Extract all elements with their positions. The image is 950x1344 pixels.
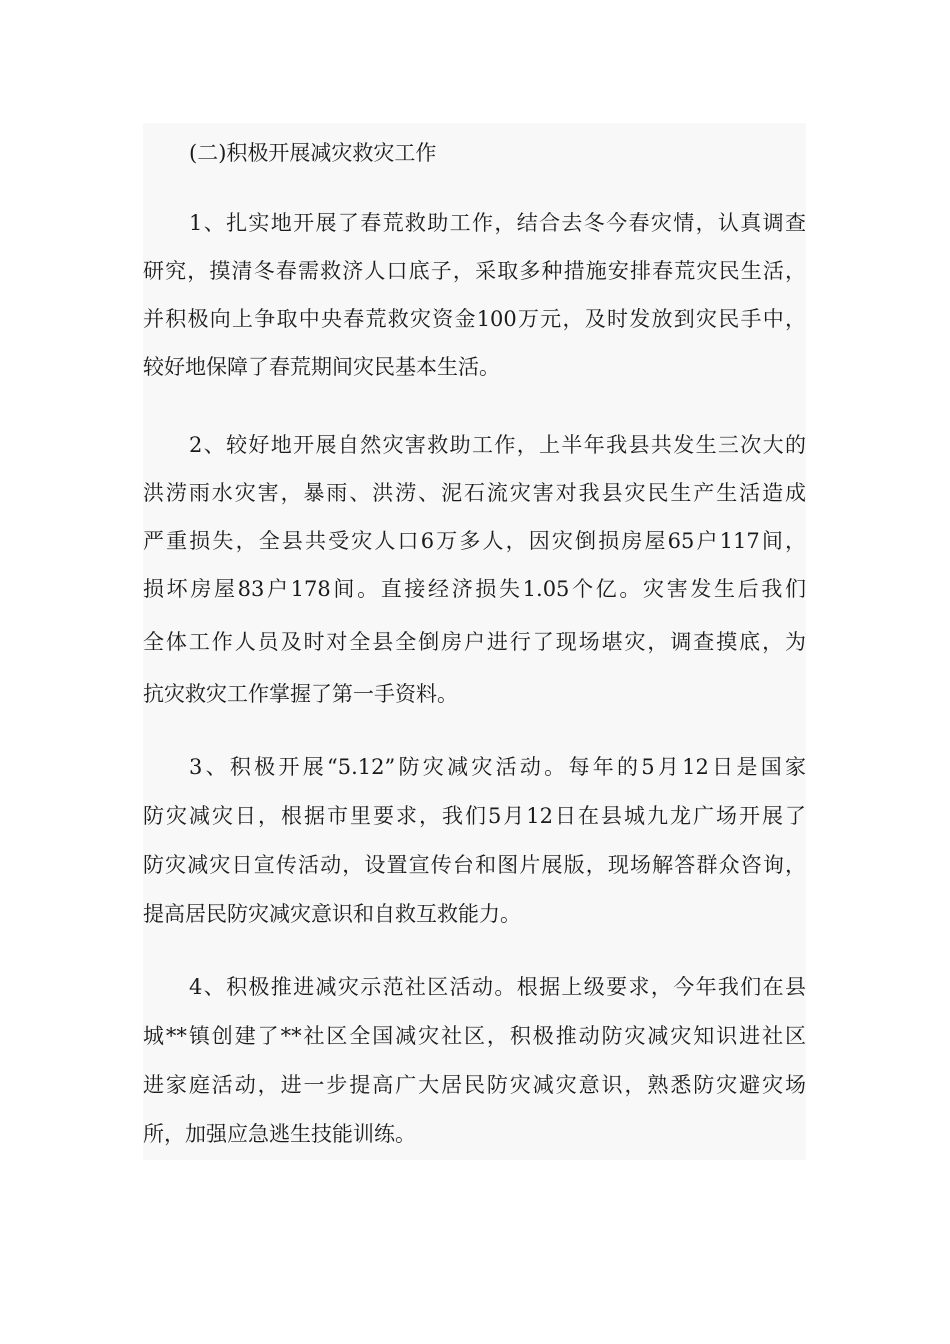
section-heading: (二)积极开展减灾救灾工作 — [189, 141, 437, 165]
paragraph-1-line-4: 较好地保障了春荒期间灾民基本生活。 — [143, 355, 500, 379]
paragraph-1-line-1: 1、扎实地开展了春荒救助工作，结合去冬今春灾情，认真调查 — [189, 211, 806, 235]
paragraph-2-line-5: 全体工作人员及时对全县全倒房户进行了现场堪灾，调查摸底，为 — [143, 630, 806, 654]
paragraph-4-line-1: 4、积极推进减灾示范社区活动。根据上级要求，今年我们在县 — [189, 975, 806, 999]
paragraph-1-line-2: 研究，摸清冬春需救济人口底子，采取多种措施安排春荒灾民生活， — [143, 259, 806, 283]
paragraph-3-line-2: 防灾减灾日，根据市里要求，我们5月12日在县城九龙广场开展了 — [143, 804, 806, 828]
paragraph-2-line-4: 损坏房屋83户178间。直接经济损失1.05个亿。灾害发生后我们 — [143, 577, 806, 601]
paragraph-2-line-1: 2、较好地开展自然灾害救助工作，上半年我县共发生三次大的 — [189, 433, 806, 457]
paragraph-4-line-4: 所，加强应急逃生技能训练。 — [143, 1122, 416, 1146]
paragraph-2-line-2: 洪涝雨水灾害，暴雨、洪涝、泥石流灾害对我县灾民生产生活造成 — [143, 481, 806, 505]
paragraph-2-line-3: 严重损失，全县共受灾人口6万多人，因灾倒损房屋65户117间， — [143, 529, 806, 553]
paragraph-1-line-3: 并积极向上争取中央春荒救灾资金100万元，及时发放到灾民手中， — [143, 307, 806, 331]
document-body — [143, 123, 806, 1160]
paragraph-4-line-3: 进家庭活动，进一步提高广大居民防灾减灾意识，熟悉防灾避灾场 — [143, 1073, 806, 1097]
paragraph-3-line-4: 提高居民防灾减灾意识和自救互救能力。 — [143, 902, 521, 926]
paragraph-2-line-6: 抗灾救灾工作掌握了第一手资料。 — [143, 682, 458, 706]
paragraph-3-line-1: 3、积极开展“5.12”防灾减灾活动。每年的5月12日是国家 — [189, 755, 806, 779]
paragraph-3-line-3: 防灾减灾日宣传活动，设置宣传台和图片展版，现场解答群众咨询， — [143, 853, 806, 877]
paragraph-4-line-2: 城**镇创建了**社区全国减灾社区，积极推动防灾减灾知识进社区 — [143, 1024, 806, 1048]
